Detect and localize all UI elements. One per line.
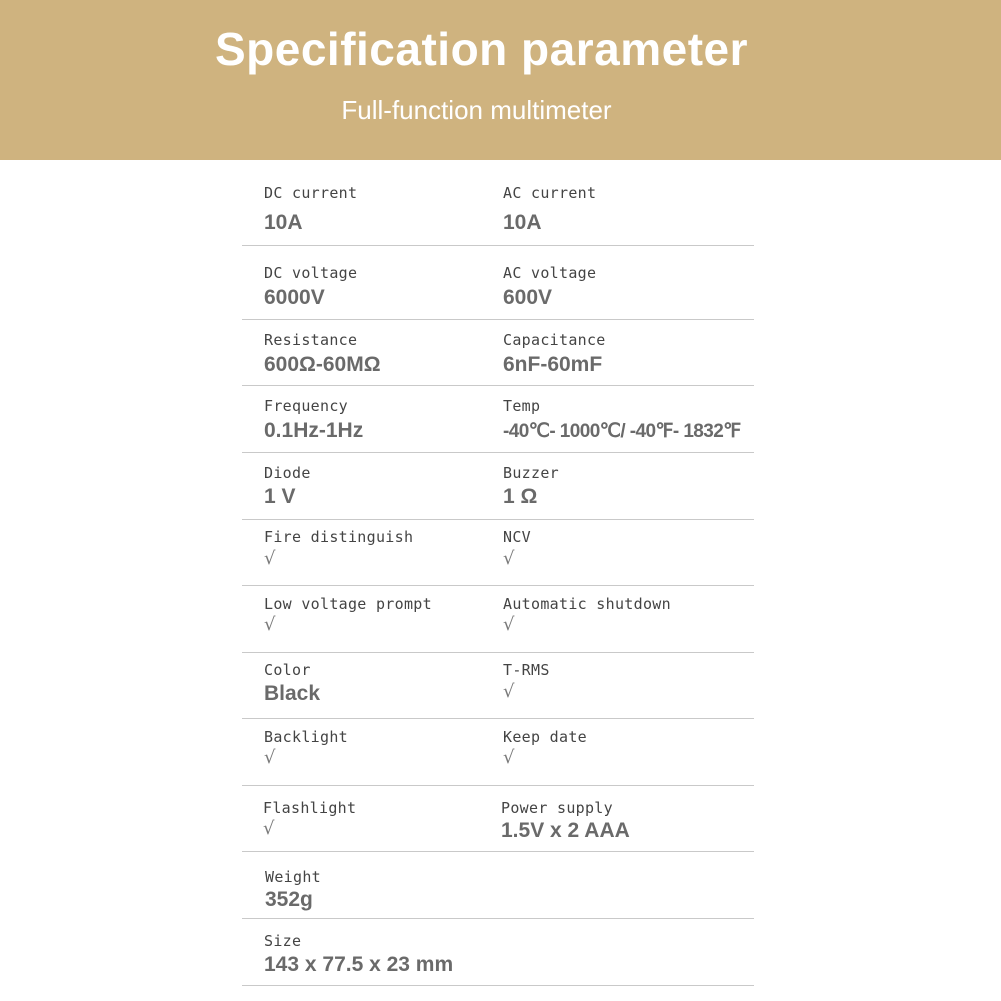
spec-value: 600V — [503, 286, 553, 309]
spec-value: 0.1Hz-1Hz — [264, 419, 364, 442]
spec-label: Weight — [265, 868, 321, 886]
spec-row-size — [242, 919, 754, 986]
spec-label: DC current — [264, 184, 358, 202]
spec-label: Fire distinguish — [264, 528, 414, 546]
spec-label: Resistance — [264, 331, 358, 349]
spec-row-backlight — [242, 719, 754, 786]
check-mark: √ — [264, 614, 276, 635]
spec-value: 10A — [503, 211, 542, 234]
spec-label: Size — [264, 932, 302, 950]
spec-row-frequency — [242, 386, 754, 453]
spec-value: 1 Ω — [503, 485, 538, 508]
spec-label: Flashlight — [263, 799, 357, 817]
spec-label: Power supply — [501, 799, 613, 817]
check-mark: √ — [503, 747, 515, 768]
spec-label: Backlight — [264, 728, 348, 746]
spec-row-low-voltage — [242, 586, 754, 653]
check-mark: √ — [263, 818, 275, 839]
spec-value: 6000V — [264, 286, 325, 309]
header-banner — [0, 0, 1001, 160]
spec-label: Keep date — [503, 728, 587, 746]
page-title: Specification parameter — [214, 23, 749, 75]
spec-label: Automatic shutdown — [503, 595, 671, 613]
spec-row-voltage — [242, 246, 754, 320]
spec-label: NCV — [503, 528, 531, 546]
spec-label: Capacitance — [503, 331, 606, 349]
spec-label: Temp — [503, 397, 541, 415]
spec-row-diode — [242, 453, 754, 520]
page-subtitle: Full-function multimeter — [341, 95, 612, 125]
spec-value: 1.5V x 2 AAA — [501, 819, 630, 842]
spec-label: DC voltage — [264, 264, 358, 282]
check-mark: √ — [264, 548, 276, 569]
spec-value: 6nF-60mF — [503, 353, 603, 376]
spec-row-flashlight — [242, 786, 754, 852]
spec-row-weight — [242, 852, 754, 919]
spec-row-current — [242, 160, 754, 246]
spec-label: T-RMS — [503, 661, 550, 679]
check-mark: √ — [503, 548, 515, 569]
spec-row-color — [242, 653, 754, 719]
spec-value: 1 V — [264, 485, 296, 508]
check-mark: √ — [503, 681, 515, 702]
spec-value: 10A — [264, 211, 303, 234]
check-mark: √ — [503, 614, 515, 635]
spec-value: Black — [264, 682, 321, 705]
spec-label: Diode — [264, 464, 311, 482]
check-mark: √ — [264, 747, 276, 768]
spec-value: 600Ω-60MΩ — [264, 353, 381, 376]
spec-value: 352g — [265, 888, 313, 911]
spec-row-fire — [242, 520, 754, 586]
spec-label: Buzzer — [503, 464, 559, 482]
spec-value: 143 x 77.5 x 23 mm — [264, 953, 454, 976]
spec-value: -40℃- 1000℃/ -40℉- 1832℉ — [503, 421, 741, 442]
spec-label: AC current — [503, 184, 597, 202]
spec-label: Frequency — [264, 397, 348, 415]
spec-label: Color — [264, 661, 311, 679]
spec-table — [242, 160, 754, 1001]
spec-label: Low voltage prompt — [264, 595, 432, 613]
spec-row-resistance — [242, 320, 754, 386]
spec-label: AC voltage — [503, 264, 597, 282]
